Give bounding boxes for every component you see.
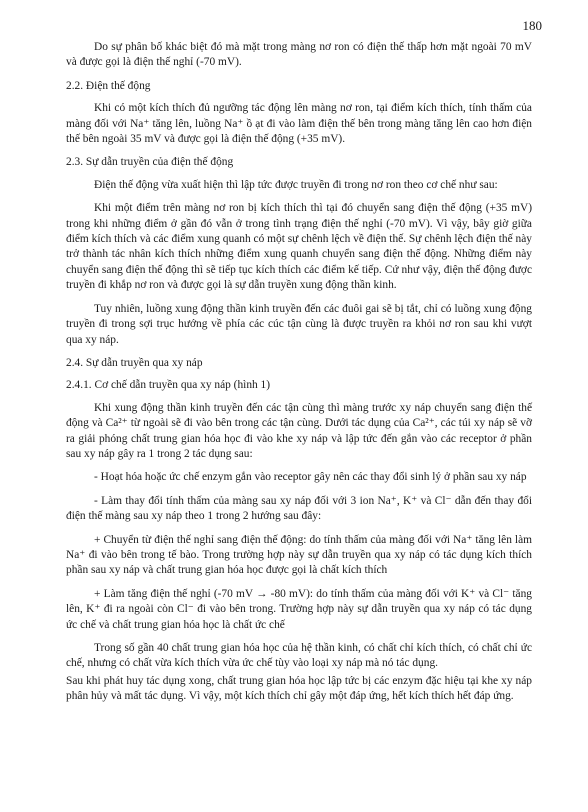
section-heading-2-4-1: 2.4.1. Cơ chế dẫn truyền qua xy náp (hình 1) [66, 379, 271, 392]
paragraph-conduction-mechanism: Khi một điểm trên màng nơ ron bị kích thích thì tại đó chuyển sang điện thế động (+35 mV) trong khi những điểm ở gần đó vẫn ở trong tình trạng điện thế nghỉ (-70 mV). Vì vậy, bây giờ giữa điểm kích thích và các điểm xung quanh có một sự chênh lệch về điện thế. Sự chênh lệch điện thế này trở thành tác nhân kích thích những điểm xung quanh chuyển sang điện thế động. Những điểm này chuyển sang điện thế động thì sẽ tiếp tục kích thích các điểm kế tiếp. Cứ như vậy, điện thế động được truyền đi khắp nơ ron và được gọi là sự dẫn truyền xung động thần kinh. [66, 202, 532, 292]
list-item-inhibitory: + Làm tăng điện thế nghỉ (-70 mV → -80 mV): do tính thấm của màng đối với K⁺ và Cl⁻ tăng lên, K⁺ đi ra ngoài còn Cl⁻ đi vào bên trong. Trường hợp này sự dẫn truyền qua xy náp có tác dụng ức chế và chất trung gian hóa học là chất ức chế [66, 587, 532, 631]
list-item-permeability: - Làm thay đổi tính thấm của màng sau xy náp đối với 3 ion Na⁺, K⁺ và Cl⁻ dẫn đến thay đổi điện thế màng sau xy náp theo 1 trong 2 hướng sau đây: [66, 494, 532, 523]
paragraph-synapse-mechanism: Khi xung động thần kinh truyền đến các tận cùng thì màng trước xy náp chuyển sang điện thế động và Ca²⁺ từ ngoài sẽ đi vào bên trong các tận cùng. Dưới tác dụng của Ca²⁺, các túi xy náp sẽ vỡ ra giải phóng chất trung gian hóa học đi vào khe xy náp và lập tức đến gắn vào các receptor ở phần sau xy náp gây ra 1 trong 2 tác dụng sau: [66, 401, 532, 460]
list-item-enzyme: - Hoạt hóa hoặc ức chế enzym gắn vào receptor gây nên các thay đổi sinh lý ở phần sau xy náp [94, 471, 527, 484]
paragraph-action-potential: Khi có một kích thích đủ ngưỡng tác động lên màng nơ ron, tại điểm kích thích, tính thấm của màng đối với Na⁺ tăng lên, luồng Na⁺ ồ ạt đi vào làm điện thế bên trong màng tăng lên cao hơn điện thế bên ngoài 35 mV và được gọi là điện thế động (+35 mV). [66, 102, 532, 146]
paragraph-conduction-intro: Điện thế động vừa xuất hiện thì lập tức được truyền đi trong nơ ron theo cơ chế như sau: [94, 178, 498, 191]
section-heading-2-4: 2.4. Sự dẫn truyền qua xy náp [66, 356, 203, 369]
page-number: 180 [522, 18, 542, 33]
paragraph-transmitter-breakdown: Sau khi phát huy tác dụng xong, chất trung gian hóa học lập tức bị các enzym đặc hiệu tại khe xy náp phân hủy và mất tác dụng. Vì vậy, một kích thích chỉ gây một đáp ứng, hết kích thích hết đáp ứng. [66, 674, 532, 703]
paragraph-resting-potential: Do sự phân bố khác biệt đó mà mặt trong màng nơ ron có điện thế thấp hơn mặt ngoài 70 mV và được gọi là điện thế nghỉ (-70 mV). [66, 41, 532, 69]
page-body [66, 40, 532, 713]
list-item-excitatory: + Chuyển từ điện thế nghỉ sang điện thế động: do tính thấm của màng đối với Na⁺ tăng lên làm Na⁺ đi vào bên trong tế bào. Trong trường hợp này sự dẫn truyền qua xy náp có tác dụng kích thích phần sau xy náp và chất trung gian hóa học được gọi là chất kích thích [66, 533, 532, 577]
paragraph-conduction-direction: Tuy nhiên, luồng xung động thần kinh truyền đến các đuôi gai sẽ bị tắt, chỉ có luồng xung động truyền đi trong sợi trục hướng về phía các cúc tận cùng là được truyền ra khỏi nơ ron sau khi vượt qua xy náp. [66, 302, 532, 346]
section-heading-2-3: 2.3. Sự dẫn truyền của điện thế động [66, 156, 234, 169]
section-heading-2-2: 2.2. Điện thế động [66, 79, 151, 92]
paragraph-transmitter-types: Trong số gần 40 chất trung gian hóa học của hệ thần kinh, có chất chỉ kích thích, có chất chỉ ức chế, nhưng có chất vừa kích thích vừa ức chế tùy vào loại xy náp mà nó tác dụng. [66, 642, 532, 670]
